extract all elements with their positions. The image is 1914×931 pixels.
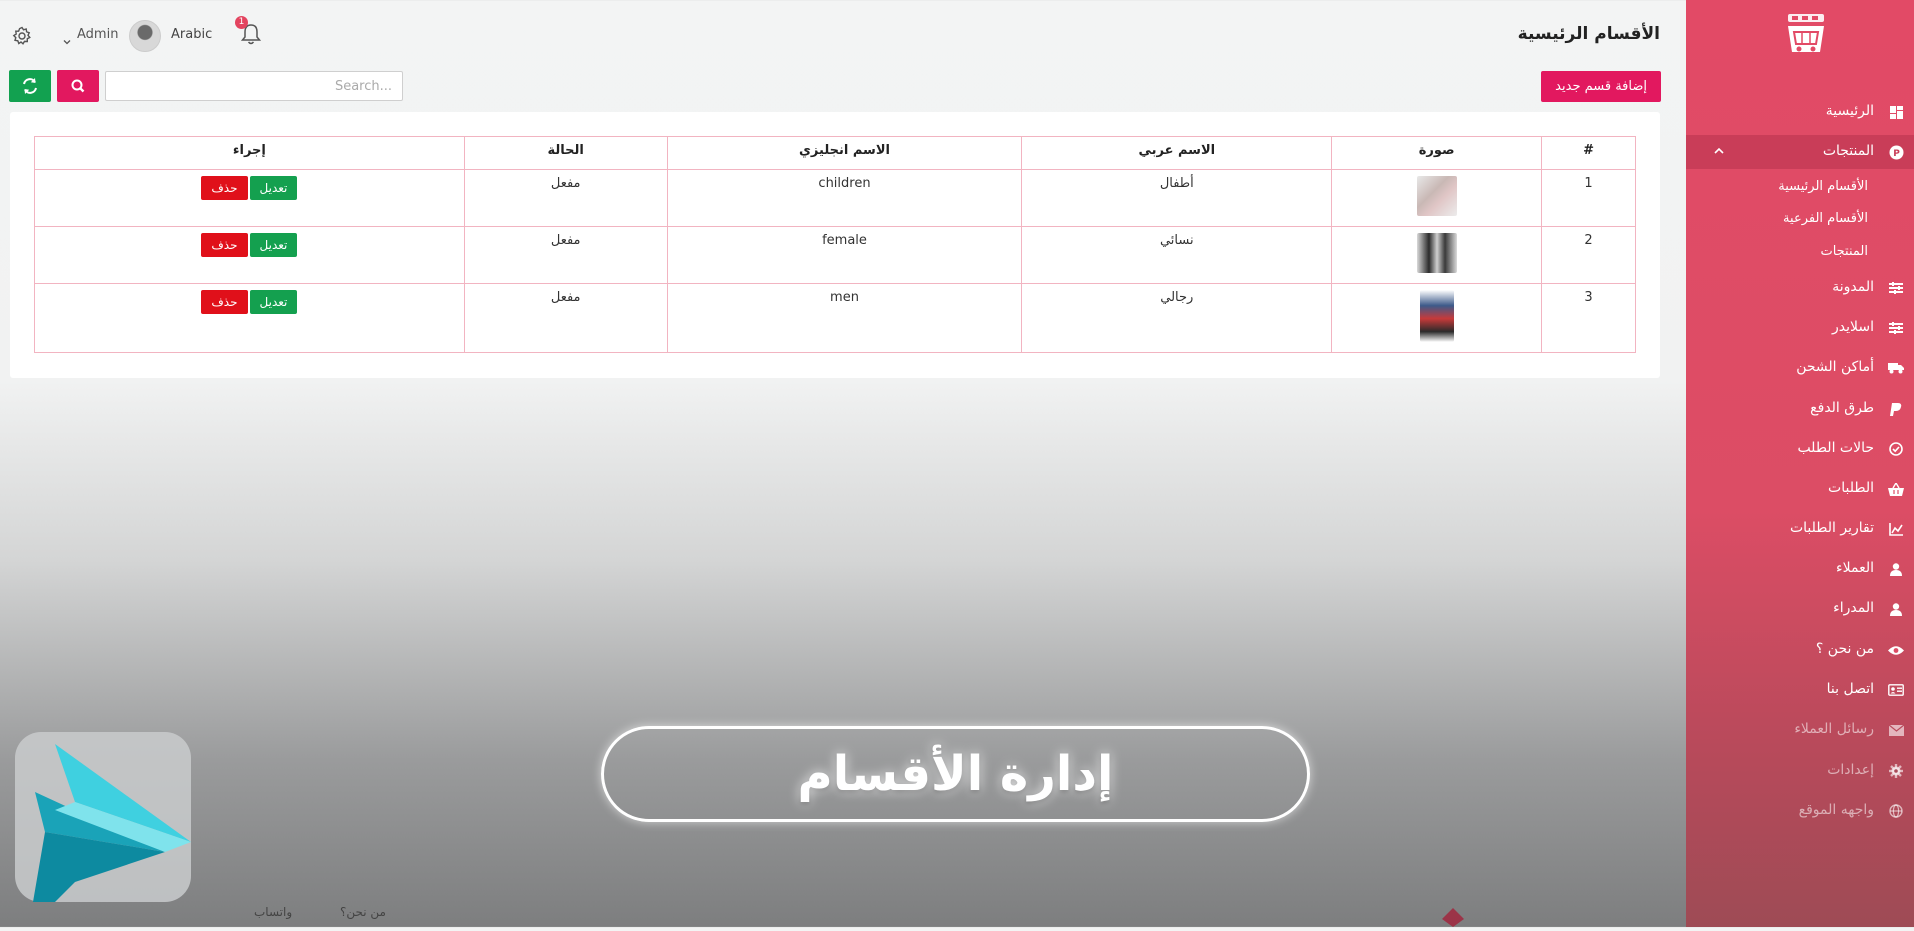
column-header-action: إجراء [35, 137, 465, 170]
language-switcher[interactable]: Arabic [171, 27, 213, 42]
watermark-logo [15, 732, 191, 902]
row-status: مفعل [464, 170, 667, 227]
sidebar-subitem-products[interactable]: المنتجات [1820, 244, 1868, 259]
dashboard-icon [1888, 104, 1904, 120]
categories-card [10, 112, 1660, 378]
sidebar-subitem-sub-categories[interactable]: الأقسام الفرعية [1783, 211, 1868, 226]
edit-button[interactable]: تعديل [250, 176, 298, 200]
category-thumbnail [1417, 233, 1457, 273]
sidebar-item-label: طرق الدفع [1810, 400, 1874, 416]
row-status: مفعل [464, 227, 667, 284]
check-circle-icon [1888, 441, 1904, 457]
sidebar-item-label: المنتجات [1822, 143, 1874, 159]
sidebar-item-payment[interactable] [1686, 392, 1914, 426]
sidebar [1686, 0, 1914, 927]
sidebar-item-label: المدونة [1832, 279, 1874, 295]
sidebar-item-orders[interactable] [1686, 472, 1914, 506]
sidebar-item-label: رسائل العملاء [1794, 721, 1874, 737]
sidebar-item-website[interactable] [1686, 794, 1914, 828]
edit-button[interactable]: تعديل [250, 290, 298, 314]
footer-link-about[interactable]: من نحن؟ [340, 905, 386, 919]
footer-link-whatsapp[interactable]: واتساب [254, 905, 293, 919]
product-icon [1888, 144, 1904, 160]
sidebar-item-contact[interactable] [1686, 673, 1914, 707]
sidebar-item-label: الطلبات [1828, 480, 1874, 496]
sidebar-item-label: واجهه الموقع [1798, 802, 1874, 818]
brand-logo-icon [1440, 905, 1466, 927]
category-thumbnail [1420, 290, 1454, 342]
row-number: 3 [1542, 284, 1636, 353]
sidebar-item-label: اتصل بنا [1826, 681, 1874, 697]
refresh-button[interactable] [9, 70, 51, 102]
sidebar-item-label: تقارير الطلبات [1789, 520, 1874, 536]
basket-icon [1888, 481, 1904, 497]
table-row [35, 284, 1636, 353]
sidebar-item-shipping[interactable] [1686, 351, 1914, 385]
row-english-name: men [667, 284, 1022, 353]
notification-badge: 1 [235, 16, 248, 29]
categories-table [34, 136, 1636, 353]
sidebar-item-about[interactable] [1686, 633, 1914, 667]
sidebar-item-settings[interactable] [1686, 754, 1914, 788]
row-number: 1 [1542, 170, 1636, 227]
sidebar-item-label: حالات الطلب [1797, 440, 1874, 456]
row-english-name: female [667, 227, 1022, 284]
sidebar-item-label: العملاء [1836, 560, 1874, 576]
sidebar-item-label: إعدادات [1827, 762, 1874, 778]
sidebar-item-customer-messages[interactable] [1686, 713, 1914, 747]
search-icon [57, 70, 99, 102]
table-row [35, 170, 1636, 227]
eye-icon [1888, 642, 1904, 658]
row-status: مفعل [464, 284, 667, 353]
chart-icon [1888, 521, 1904, 537]
sidebar-item-label: المدراء [1833, 600, 1874, 616]
sidebar-item-order-reports[interactable] [1686, 512, 1914, 546]
gear-icon [1888, 763, 1904, 779]
column-header-english-name: الاسم انجليزي [667, 137, 1022, 170]
column-header-number: # [1542, 137, 1636, 170]
delete-button[interactable]: حذف [201, 176, 247, 200]
refresh-icon [9, 70, 51, 102]
sidebar-subitem-main-categories[interactable]: الأقسام الرئيسية [1778, 179, 1868, 194]
row-image-cell [1332, 284, 1542, 353]
svg-text:P: P [1892, 148, 1900, 159]
globe-icon [1888, 803, 1904, 819]
admin-name[interactable]: Admin [77, 27, 119, 42]
row-actions [35, 170, 465, 227]
chevron-up-icon[interactable] [1712, 144, 1726, 158]
row-image-cell [1332, 170, 1542, 227]
page-title: الأقسام الرئيسية [1517, 24, 1660, 44]
sidebar-item-managers[interactable] [1686, 592, 1914, 626]
user-icon [1888, 561, 1904, 577]
contact-card-icon [1888, 682, 1904, 698]
search-button[interactable] [57, 70, 99, 102]
row-arabic-name: نسائي [1022, 227, 1332, 284]
sidebar-item-home[interactable] [1686, 95, 1914, 129]
sidebar-item-label: الرئيسية [1825, 103, 1874, 119]
settings-gear-icon[interactable] [12, 26, 32, 46]
column-header-arabic-name: الاسم عربي [1022, 137, 1332, 170]
table-row [35, 227, 1636, 284]
sidebar-item-label: أماكن الشحن [1796, 359, 1874, 375]
delete-button[interactable]: حذف [201, 290, 247, 314]
envelope-icon [1888, 722, 1904, 738]
category-thumbnail [1417, 176, 1457, 216]
title-banner [601, 726, 1310, 822]
truck-icon [1888, 360, 1904, 376]
avatar[interactable] [129, 20, 161, 52]
sidebar-item-products[interactable] [1686, 135, 1914, 169]
sidebar-item-order-status[interactable] [1686, 432, 1914, 466]
row-image-cell [1332, 227, 1542, 284]
sidebar-item-blog[interactable] [1686, 271, 1914, 305]
row-actions [35, 284, 465, 353]
chevron-down-icon[interactable] [63, 31, 71, 39]
row-english-name: children [667, 170, 1022, 227]
edit-button[interactable]: تعديل [250, 233, 298, 257]
banner-title: إدارة الأقسام [797, 746, 1114, 802]
table-header-row [35, 137, 1636, 170]
search-input[interactable] [105, 71, 403, 101]
user-icon [1888, 601, 1904, 617]
add-category-button[interactable]: إضافة قسم جديد [1541, 71, 1661, 102]
row-arabic-name: أطفال [1022, 170, 1332, 227]
store-logo[interactable] [1782, 12, 1830, 60]
column-header-status: الحالة [464, 137, 667, 170]
sidebar-item-customers[interactable] [1686, 552, 1914, 586]
row-actions [35, 227, 465, 284]
row-number: 2 [1542, 227, 1636, 284]
row-arabic-name: رجالي [1022, 284, 1332, 353]
paypal-icon [1888, 401, 1904, 417]
sidebar-item-slider[interactable] [1686, 311, 1914, 345]
sliders-icon [1888, 320, 1904, 336]
sliders-icon [1888, 280, 1904, 296]
delete-button[interactable]: حذف [201, 233, 247, 257]
sidebar-item-label: من نحن ؟ [1815, 641, 1874, 657]
sidebar-item-label: اسلايدر [1832, 319, 1874, 335]
column-header-image: صورة [1332, 137, 1542, 170]
